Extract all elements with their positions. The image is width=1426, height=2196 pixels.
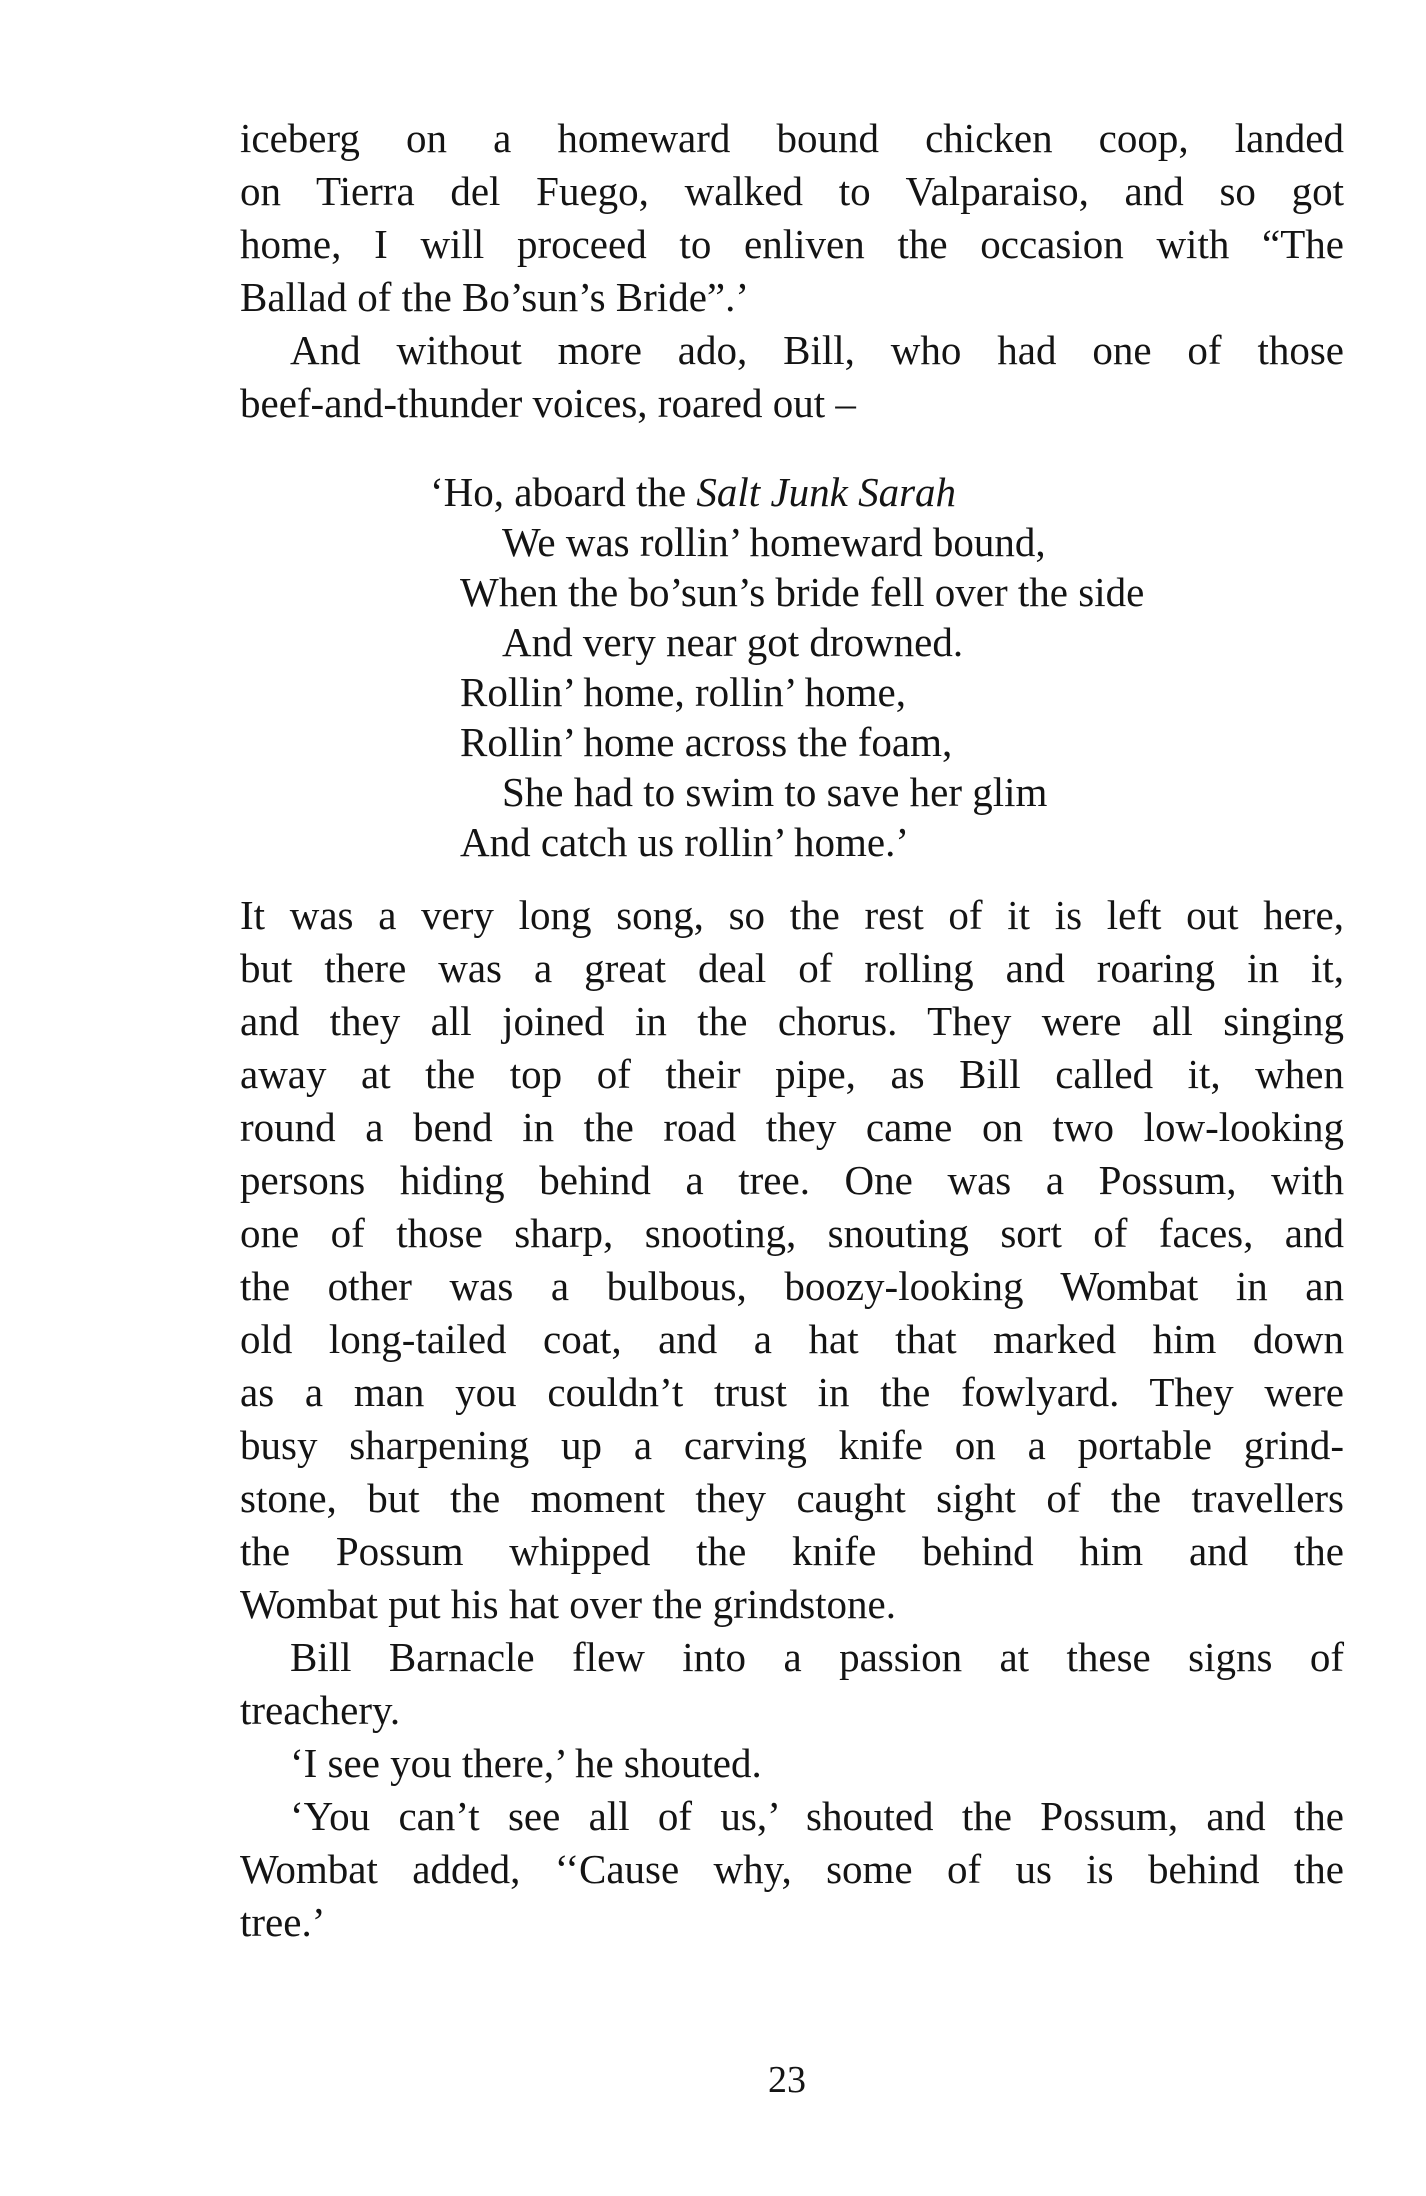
text-line: round a bend in the road they came on two low-looking [240, 1104, 1344, 1150]
text-line: Ballad of the Bo’sun’s Bride”.’ [240, 274, 749, 320]
text-line: one of those sharp, snooting, snouting sort of faces, and [240, 1210, 1344, 1256]
text-line: treachery. [240, 1687, 401, 1733]
text-line: Bill Barnacle flew into a passion at these signs of [290, 1634, 1344, 1680]
text-line: but there was a great deal of rolling and roaring in it, [240, 945, 1344, 991]
poem-line: And very near got drowned. [502, 619, 964, 665]
body-text [240, 112, 1344, 1949]
paragraph [240, 112, 1344, 324]
text-line: and they all joined in the chorus. They were all singing [240, 998, 1344, 1044]
poem-verse [240, 467, 1344, 867]
text-line: stone, but the moment they caught sight of the travellers [240, 1475, 1344, 1521]
text-line: persons hiding behind a tree. One was a Possum, with [240, 1157, 1344, 1203]
text-line: on Tierra del Fuego, walked to Valparaiso, and so got [240, 168, 1344, 214]
poem-line: We was rollin’ homeward bound, [502, 519, 1046, 565]
paragraph [240, 1631, 1344, 1737]
text-line: Wombat put his hat over the grindstone. [240, 1581, 896, 1627]
poem-line: She had to swim to save her glim [502, 769, 1048, 815]
paragraph [240, 1790, 1344, 1949]
text-line: Wombat added, ‘‘Cause why, some of us is behind the [240, 1846, 1344, 1892]
text-line: busy sharpening up a carving knife on a portable grind- [240, 1422, 1344, 1468]
text-line: the Possum whipped the knife behind him and the [240, 1528, 1344, 1574]
poem-line: And catch us rollin’ home.’ [460, 819, 909, 865]
paragraphs-after-poem [240, 889, 1344, 1949]
page-number: 23 [768, 2059, 806, 2101]
paragraph [240, 889, 1344, 1631]
text-line: iceberg on a homeward bound chicken coop, landed [240, 115, 1344, 161]
text-line: It was a very long song, so the rest of it is left out here, [240, 892, 1344, 938]
poem-line: When the bo’sun’s bride fell over the side [460, 569, 1145, 615]
text-line: And without more ado, Bill, who had one of those [290, 327, 1344, 373]
text-line: tree.’ [240, 1899, 326, 1945]
text-line: beef-and-thunder voices, roared out – [240, 380, 856, 426]
text-line: the other was a bulbous, boozy-looking Wombat in an [240, 1263, 1344, 1309]
paragraphs-before-poem [240, 112, 1344, 430]
paragraph [240, 1737, 1344, 1790]
text-line: away at the top of their pipe, as Bill called it, when [240, 1051, 1344, 1097]
text-line: home, I will proceed to enliven the occasion with “The [240, 221, 1344, 267]
text-line: as a man you couldn’t trust in the fowlyard. They were [240, 1369, 1344, 1415]
poem-line: Rollin’ home, rollin’ home, [460, 669, 906, 715]
paragraph [240, 324, 1344, 430]
text-line: ‘You can’t see all of us,’ shouted the Possum, and the [290, 1793, 1344, 1839]
poem-line: ‘Ho, aboard the Salt Junk Sarah [430, 469, 957, 515]
text-line: old long-tailed coat, and a hat that marked him down [240, 1316, 1344, 1362]
text-line: ‘I see you there,’ he shouted. [290, 1740, 762, 1786]
ship-name: Salt Junk Sarah [696, 469, 957, 515]
poem-line: Rollin’ home across the foam, [460, 719, 953, 765]
